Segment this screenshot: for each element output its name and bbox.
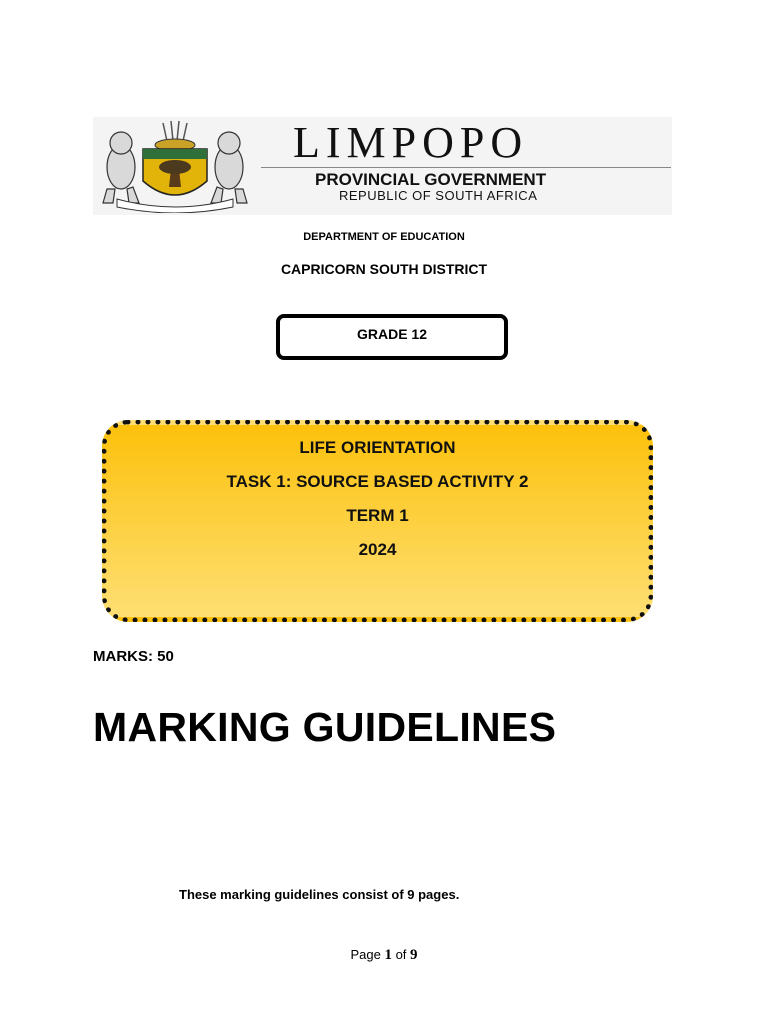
footer-of: of: [395, 947, 407, 962]
marks-label: MARKS: 50: [93, 648, 174, 665]
header-banner: [93, 117, 672, 215]
grade-box: [276, 314, 508, 360]
page-title: MARKING GUIDELINES: [93, 704, 557, 750]
page-footer: [0, 947, 768, 964]
district-heading: CAPRICORN SOUTH DISTRICT: [280, 261, 488, 277]
task-title: TASK 1: SOURCE BASED ACTIVITY 2: [226, 472, 529, 491]
term-label: TERM 1: [346, 506, 409, 525]
subject-title: LIFE ORIENTATION: [299, 438, 456, 457]
logo-country: REPUBLIC OF SOUTH AFRICA: [339, 188, 538, 203]
pages-note: These marking guidelines consist of 9 pages.: [179, 887, 460, 902]
logo-divider: [261, 167, 671, 168]
footer-current-page: 1: [384, 947, 392, 963]
footer-prefix: Page: [350, 947, 381, 962]
year-label: 2024: [358, 540, 397, 559]
department-heading: [0, 231, 768, 243]
coat-of-arms-icon: [97, 119, 253, 213]
department-text: DEPARTMENT OF EDUCATION: [303, 231, 465, 243]
subject-box: [102, 420, 653, 622]
logo-subtitle: PROVINCIAL GOVERNMENT: [315, 170, 547, 189]
logo-title: LIMPOPO: [293, 118, 529, 167]
grade-label: GRADE 12: [356, 326, 428, 342]
footer-total-pages: 9: [410, 947, 418, 963]
